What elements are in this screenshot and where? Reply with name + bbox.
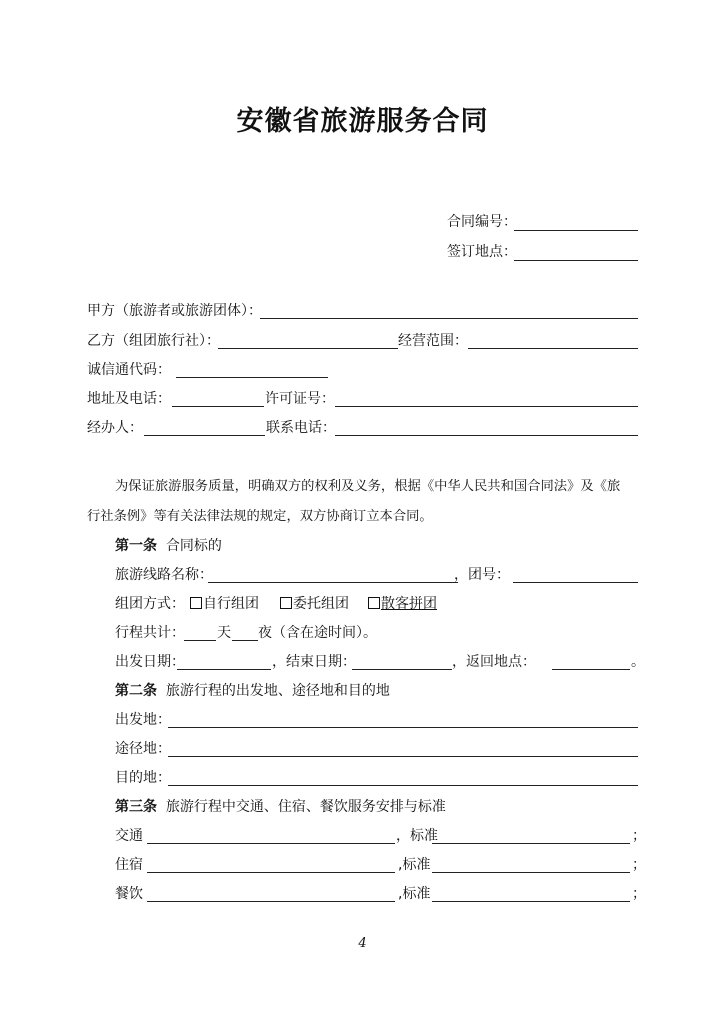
business-scope-field[interactable] xyxy=(468,348,638,349)
party-a-label: 甲方（旅游者或旅游团体）： xyxy=(87,303,262,319)
credit-code-label: 诚信通代码： xyxy=(87,362,171,378)
lodging-standard-field[interactable] xyxy=(432,872,630,873)
party-a-field[interactable] xyxy=(260,318,638,319)
checkbox-icon[interactable] xyxy=(368,597,380,609)
days-field[interactable] xyxy=(184,640,216,641)
license-field[interactable] xyxy=(335,406,638,407)
transport-standard-label: ，标准 xyxy=(396,828,438,844)
dining-standard-label: ,标准 xyxy=(398,886,431,902)
article-1-heading xyxy=(115,536,222,556)
lodging-semicolon: ； xyxy=(632,857,646,873)
address-phone-label: 地址及电话： xyxy=(87,391,171,407)
destination-label: 目的地： xyxy=(115,770,171,786)
transport-field[interactable] xyxy=(147,843,395,844)
option-entrusted[interactable] xyxy=(280,594,349,614)
departure-date-label: 出发日期： xyxy=(115,654,185,670)
intro-line-2: 行社条例》等有关法律法规的规定，双方协商订立本合同。 xyxy=(87,509,433,524)
contact-phone-field[interactable] xyxy=(335,435,638,436)
option-joint-group[interactable] xyxy=(368,594,437,614)
handler-label: 经办人： xyxy=(87,420,143,436)
contact-phone-label: 联系电话： xyxy=(266,420,336,436)
article-3-heading xyxy=(115,797,446,817)
route-name-label: 旅游线路名称： xyxy=(115,567,213,583)
departure-field[interactable] xyxy=(168,727,638,728)
dining-standard-field[interactable] xyxy=(432,901,630,902)
transport-semicolon: ； xyxy=(632,828,646,844)
nights-field[interactable] xyxy=(232,640,258,641)
lodging-field[interactable] xyxy=(147,872,395,873)
option-label: 散客拼团 xyxy=(381,596,437,612)
party-b-field[interactable] xyxy=(218,348,398,349)
document-title: 安徽省旅游服务合同 xyxy=(236,106,489,137)
group-method-label: 组团方式： xyxy=(115,596,185,612)
signing-place-field[interactable] xyxy=(514,260,638,261)
dining-semicolon: ； xyxy=(632,886,646,902)
via-field[interactable] xyxy=(168,756,638,757)
checkbox-icon[interactable] xyxy=(190,597,202,609)
days-unit: 天 xyxy=(217,625,231,641)
contract-number-field[interactable] xyxy=(514,230,638,231)
nights-unit: 夜（含在途时间）。 xyxy=(258,625,377,641)
signing-place-label: 签订地点： xyxy=(447,244,517,260)
lodging-standard-label: ,标准 xyxy=(398,857,431,873)
return-place-label: ，返回地点： xyxy=(452,654,536,670)
destination-field[interactable] xyxy=(168,785,638,786)
return-place-field[interactable] xyxy=(552,669,630,670)
contract-number-label: 合同编号： xyxy=(447,214,517,230)
page-number: 4 xyxy=(358,936,367,951)
option-self-organized[interactable] xyxy=(190,594,259,614)
article-1-number: 第一条 xyxy=(115,538,157,554)
transport-label: 交通 xyxy=(115,828,143,844)
party-b-label: 乙方（组团旅行社）： xyxy=(87,333,220,349)
duration-prefix: 行程共计： xyxy=(115,625,185,641)
end-mark: 。 xyxy=(631,654,645,670)
end-date-field[interactable] xyxy=(352,669,452,670)
business-scope-label: 经营范围： xyxy=(398,333,468,349)
credit-code-field[interactable] xyxy=(176,377,328,378)
lodging-label: 住宿 xyxy=(115,857,143,873)
transport-standard-field[interactable] xyxy=(432,843,630,844)
group-number-field[interactable] xyxy=(513,582,638,583)
handler-field[interactable] xyxy=(144,435,265,436)
dining-field[interactable] xyxy=(147,901,395,902)
end-date-label: ，结束日期： xyxy=(272,654,356,670)
departure-date-field[interactable] xyxy=(177,669,271,670)
group-number-label: ，团号： xyxy=(454,567,510,583)
departure-label: 出发地： xyxy=(115,712,171,728)
dining-label: 餐饮 xyxy=(115,886,143,902)
option-label: 自行组团 xyxy=(203,596,259,612)
route-name-field[interactable] xyxy=(208,582,458,583)
article-3-number: 第三条 xyxy=(115,799,157,815)
article-2-heading xyxy=(115,681,390,701)
intro-line-1: 为保证旅游服务质量，明确双方的权利及义务，根据《中华人民共和国合同法》及《旅 xyxy=(115,479,621,494)
article-1-title: 合同标的 xyxy=(165,538,222,554)
address-phone-field[interactable] xyxy=(172,406,264,407)
option-label: 委托组团 xyxy=(293,596,349,612)
checkbox-icon[interactable] xyxy=(280,597,292,609)
license-label: 许可证号： xyxy=(265,391,335,407)
via-label: 途径地： xyxy=(115,741,171,757)
article-3-title: 旅游行程中交通、住宿、餐饮服务安排与标准 xyxy=(165,799,446,815)
article-2-number: 第二条 xyxy=(115,683,157,699)
article-2-title: 旅游行程的出发地、途径地和目的地 xyxy=(165,683,390,699)
